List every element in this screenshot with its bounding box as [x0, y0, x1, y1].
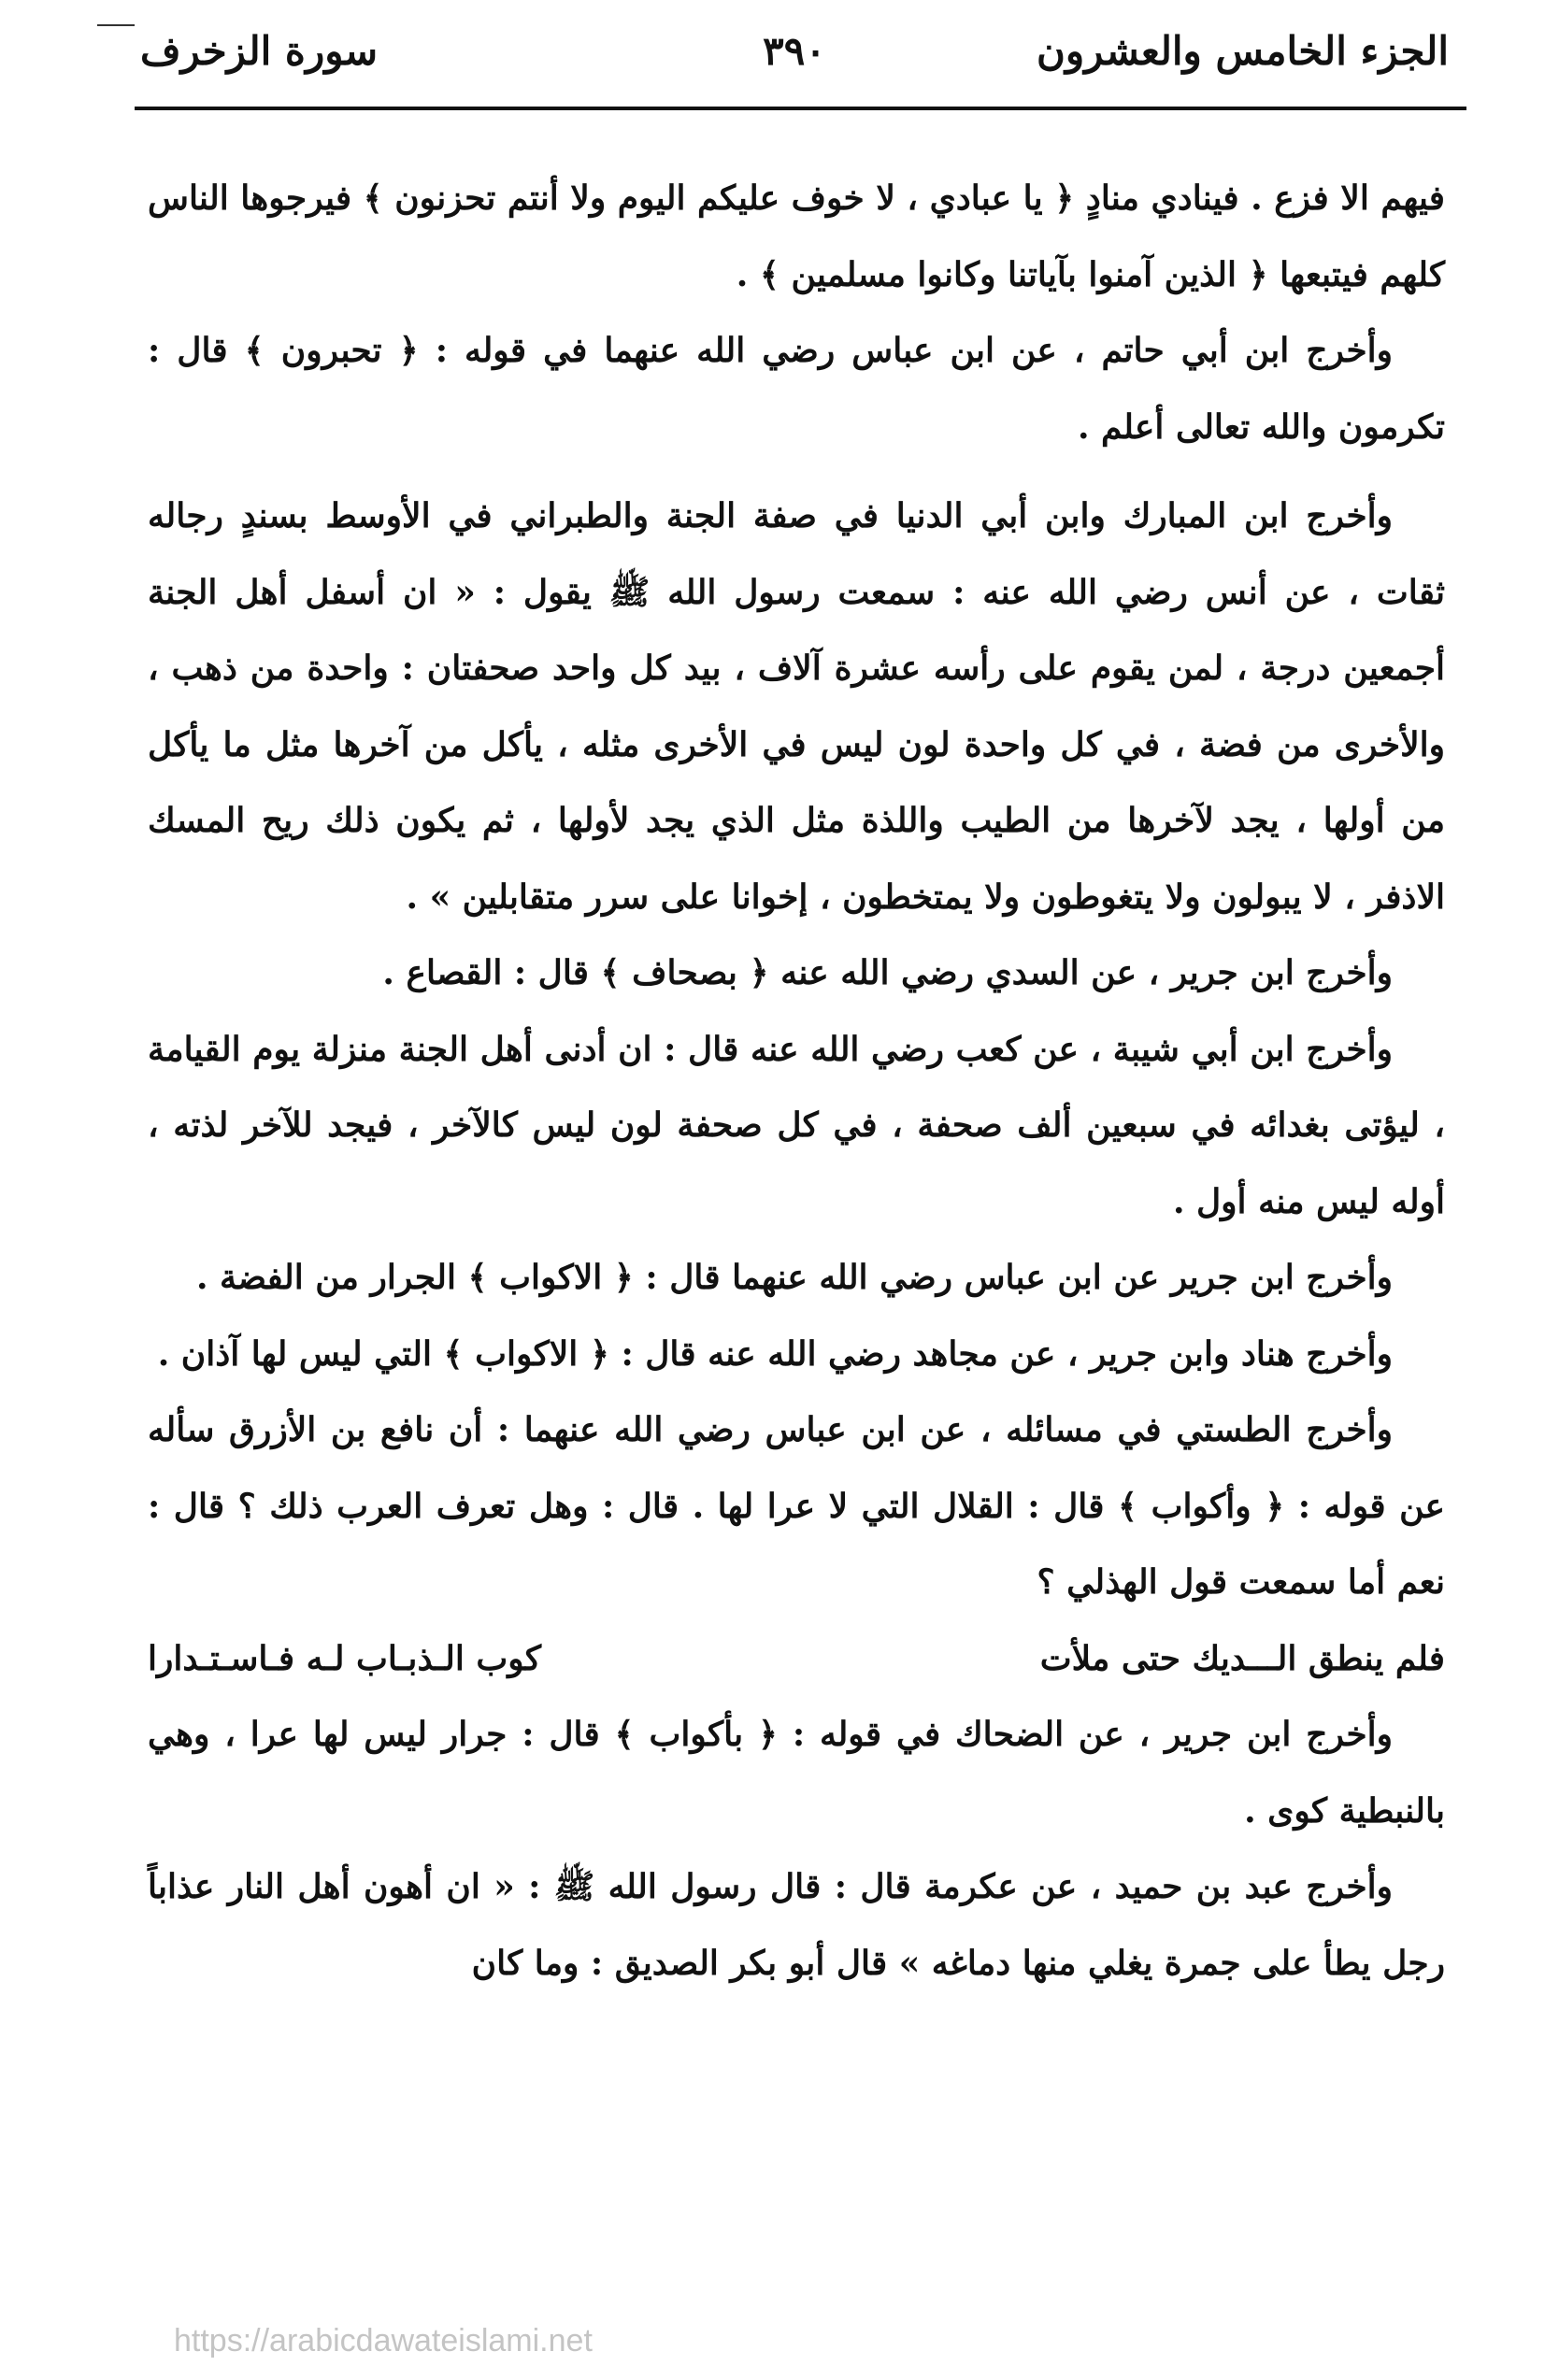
paragraph: وأخرج ابن أبي شيبة ، عن كعب رضي الله عنه قال : ان أدنى أهل الجنة منزلة يوم القيامة ، ليؤتى بغدائه في سبعين ألف صحفة ، في كل صحفة لون ليس كالآخر ، فيجد للآخر لذته ، أوله ليس منه أول .: [148, 1029, 1445, 1221]
verse-second-hemistich: كوب الـذبـاب لـه فـاسـتـدارا: [148, 1638, 542, 1678]
paragraph: وأخرج ابن جرير ، عن السدي رضي الله عنه ﴿ بصحاف ﴾ قال : القصاع .: [382, 953, 1393, 992]
body-text: [148, 161, 1445, 2002]
paragraph: وأخرج ابن المبارك وابن أبي الدنيا في صفة الجنة والطبراني في الأوسط بسندٍ رجاله ثقات ، عن أنس رضي الله عنه : سمعت رسول الله ﷺ يقول : « ان أسفل أهل الجنة أجمعين درجة ، لمن يقوم على رأسه عشرة آلاف ، بيد كل واحد صحفتان : واحدة من ذهب ، والأخرى من فضة ، في كل واحدة لون ليس في الأخرى مثله ، يأكل من آخرها مثل ما يأكل من أولها ، يجد لآخرها من الطيب واللذة مثل الذي يجد لأولها ، ثم يكون ذلك ريح المسك الاذفر ، لا يبولون ولا يتغوطون ولا يمتخطون ، إخوانا على سرر متقابلين » .: [148, 496, 1445, 917]
header-surah-title: سورة الزخرف: [140, 28, 379, 74]
verse-first-hemistich: فلم ينطق الـــديك حتى ملأت: [1039, 1638, 1445, 1678]
paragraph: وأخرج هناد وابن جرير ، عن مجاهد رضي الله عنه قال : ﴿ الاكواب ﴾ التي ليس لها آذان .: [157, 1333, 1393, 1374]
watermark-url: https://arabicdawateislami.net: [174, 2323, 593, 2359]
corner-mark: [97, 24, 135, 26]
paragraph: فيهم الا فزع . فينادي منادٍ ﴿ يا عبادي ، لا خوف عليكم اليوم ولا أنتم تحزنون ﴾ فيرجوها الناس كلهم فيتبعها ﴿ الذين آمنوا بآياتنا وكانوا مسلمين ﴾ .: [148, 178, 1445, 294]
paragraph: وأخرج ابن جرير ، عن الضحاك في قوله : ﴿ بأكواب ﴾ قال : جرار ليس لها عرا ، وهي بالنبطية كوى .: [148, 1715, 1445, 1831]
paragraph: وأخرج ابن أبي حاتم ، عن ابن عباس رضي الله عنهما في قوله : ﴿ تحبرون ﴾ قال : تكرمون والله تعالى أعلم .: [148, 331, 1445, 447]
header-part-title: الجزء الخامس والعشرون: [1037, 28, 1449, 74]
paragraph: وأخرج الطستي في مسائله ، عن ابن عباس رضي الله عنهما : أن نافع بن الأزرق سأله عن قوله : ﴿ وأكواب ﴾ قال : القلال التي لا عرا لها . قال : وهل تعرف العرب ذلك ؟ قال : نعم أما سمعت قول الهذلي ؟: [148, 1410, 1445, 1602]
paragraph: وأخرج عبد بن حميد ، عن عكرمة قال : قال رسول الله ﷺ : « ان أهون أهل النار عذاباً رجل يطأ على جمرة يغلي منها دماغه » قال أبو بكر الصديق : وما كان: [148, 1867, 1445, 1983]
header-rule: [135, 107, 1466, 110]
paragraph: وأخرج ابن جرير عن ابن عباس رضي الله عنهما قال : ﴿ الاكواب ﴾ الجرار من الفضة .: [195, 1258, 1393, 1297]
header-page-number: ٣٩٠: [763, 28, 826, 74]
poetry-verse: [148, 1621, 1445, 1698]
running-header: [140, 22, 1449, 101]
